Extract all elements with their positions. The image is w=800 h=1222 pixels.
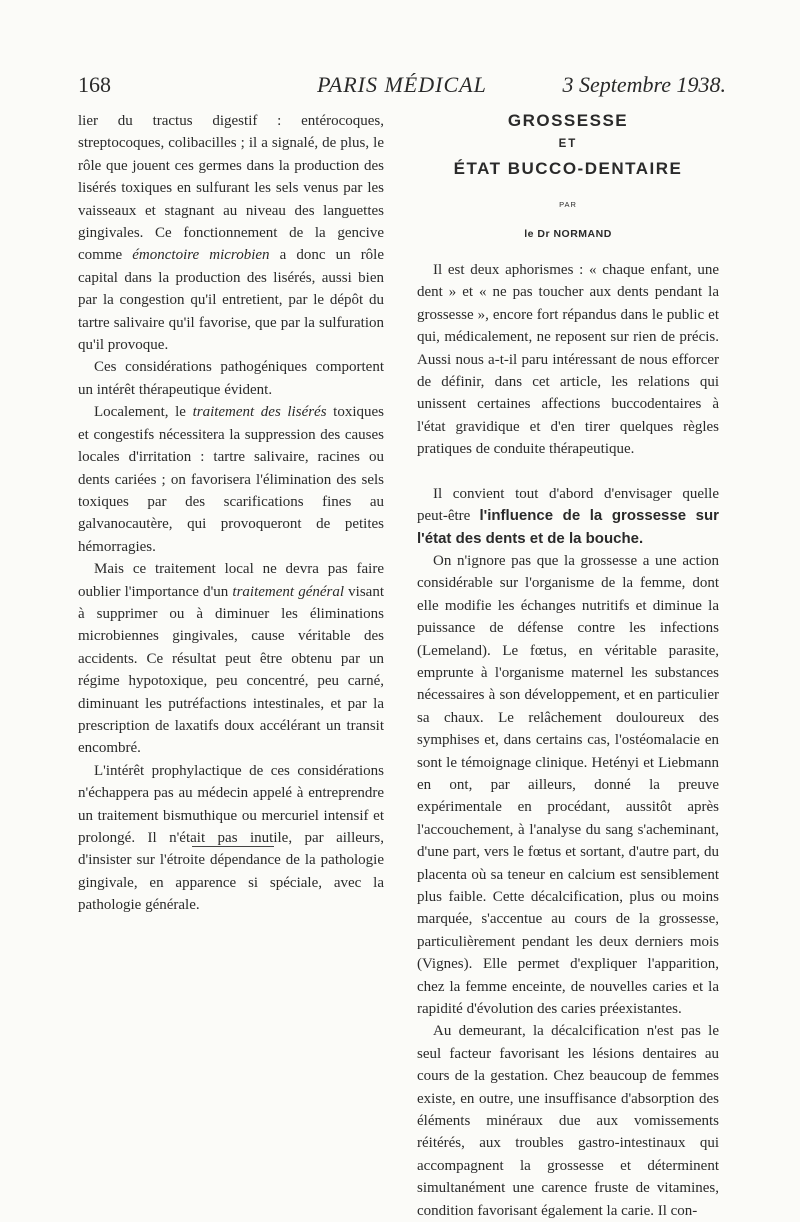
text-run: L'intérêt prophylactique de ces considérations n'échappera pas au médecin appelé à entreprendre un traitement bismuthique ou mercuriel intensif et prolongé. Il n'était pas inutile, par ailleurs, d'insister sur l'étroite dépendance de la pathologie gingivale, en apparence si spéciale, avec la pathologie générale. bbox=[78, 762, 384, 914]
right-column bbox=[417, 110, 719, 1222]
text-run: Il convient tout d'abord d'envisager quelle peut-être bbox=[417, 485, 719, 525]
right-column-body bbox=[417, 259, 719, 1222]
text-run: Au demeurant, la décalcification n'est pas le seul facteur favorisant les lésions dentaires au cours de la gestation. Chez beaucoup de femmes existe, en outre, une insuffisance d'absorption des éléments minéraux due aux vomissements réitérés, aux troubles gastro-intestinaux qui accompagnent la grossesse et déterminent simultanément une carence fruste de vitamines, condition favorisant également la carie. Il con- bbox=[417, 1023, 719, 1219]
text-run: visant à supprimer ou à diminuer les éliminations microbiennes gingivales, cause véritable des accidents. Ce résultat peut être obtenu par un régime hypotoxique, peu concentré, peu carné, diminuant les putréfactions intestinales, et par la prescription de laxatifs doux accélérant un transit encombré. bbox=[78, 583, 384, 757]
text-run: On n'ignore pas que la grossesse a une action considérable sur l'organisme de la femme, dont elle modifie les échanges nutritifs et diminue la puissance de défense contre les infections (Lemeland). Le fœtus, en véritable parasite, emprunte à l'organisme maternel les substances nécessaires à son développement, et en particulier sa chaux. Le relâchement douloureux des symphises et, dans certains cas, l'ostéomalacie en sont le témoignage clinique. Hetényi et Liebmann en ont, par ailleurs, donné la preuve expérimentale en procédant, aussitôt après l'accouchement, à l'analyse du sang s'acheminant, d'une part, vers le fœtus et sortant, d'autre part, du placenta où sa teneur en calcium est sensiblement plus faible. Cette décalcification, plus ou moins marquée, s'accentue au cours de la grossesse, particulièrement pendant les deux derniers mois (Vignes). Elle permet d'expliquer l'apparition, chez la femme enceinte, de nouvelles caries et la rapidité d'évolution des caries préexistantes. bbox=[417, 552, 719, 1018]
paragraph bbox=[78, 401, 384, 558]
paragraph bbox=[417, 259, 719, 461]
text-run: Il est deux aphorismes : « chaque enfant, une dent » et « ne pas toucher aux dents pendant la grossesse », encore fort répandus dans le public et qui, médicalement, ne reposent sur rien de précis. Aussi nous a-t-il paru intéressant de nous efforcer de définir, dans cet article, les relations qui unissent certaines affections buccodentaires à l'état gravidique et d'en tirer quelques règles pratiques de conduite thérapeutique. bbox=[417, 262, 719, 458]
byline-par: PAR bbox=[559, 200, 577, 210]
text-run: toxiques et congestifs nécessitera la suppression des causes locales d'irritation : tartre salivaire, racines ou dents cariées ; on favorisera l'élimination des sels toxiques par des scarifications fines au galvanocautère, qui provoqueront de petites hémorragies. bbox=[78, 404, 384, 555]
left-column bbox=[78, 110, 384, 917]
italic-text: traitement général bbox=[232, 583, 345, 600]
page-number: 168 bbox=[78, 72, 111, 97]
issue-date: 3 Septembre 1938. bbox=[562, 72, 726, 97]
section-divider bbox=[192, 846, 274, 847]
text-run: Mais ce traitement local ne devra pas faire oublier l'importance d'un bbox=[78, 561, 384, 600]
text-run: Localement, le bbox=[94, 404, 193, 421]
article-title-line-3: ÉTAT BUCCO-DENTAIRE bbox=[453, 158, 683, 178]
paragraph bbox=[78, 356, 384, 401]
article-title-line-1: GROSSESSE bbox=[507, 111, 629, 130]
paragraph-gap bbox=[417, 461, 719, 483]
paragraph bbox=[78, 760, 384, 917]
paragraph bbox=[78, 110, 384, 356]
paragraph bbox=[417, 483, 719, 550]
page-header bbox=[78, 72, 726, 104]
bold-subheading: l'influence de la grossesse sur l'état des dents et de la bouche. bbox=[417, 507, 719, 547]
paragraph bbox=[78, 558, 384, 760]
text-run: a donc un rôle capital dans la production des lisérés, aussi bien par la congestion qu'il entretient, par le dépôt du tartre salivaire qu'il favorise, que par la sulfuration qu'il provoque. bbox=[78, 247, 385, 354]
italic-text: traitement des lisérés bbox=[192, 404, 327, 421]
journal-title: PARIS MÉDICAL bbox=[317, 72, 487, 97]
paragraph bbox=[417, 550, 719, 1021]
paragraph bbox=[417, 1020, 719, 1222]
text-run: Ces considérations pathogéniques comportent un intérêt thérapeutique évident. bbox=[78, 359, 384, 398]
italic-text: émonctoire microbien bbox=[132, 247, 270, 264]
article-title-line-2: ET bbox=[558, 138, 578, 151]
text-run: lier du tractus digestif : entérocoques, streptocoques, colibacilles ; il a signalé, de plus, le rôle que jouent ces germes dans la production des lisérés toxiques en sulfurant les sels venus par les vaisseaux et stagnant au niveau des languettes gingivales. Ce fonctionnement de la gencive comme bbox=[78, 113, 384, 264]
article-author: le Dr NORMAND bbox=[524, 227, 612, 240]
